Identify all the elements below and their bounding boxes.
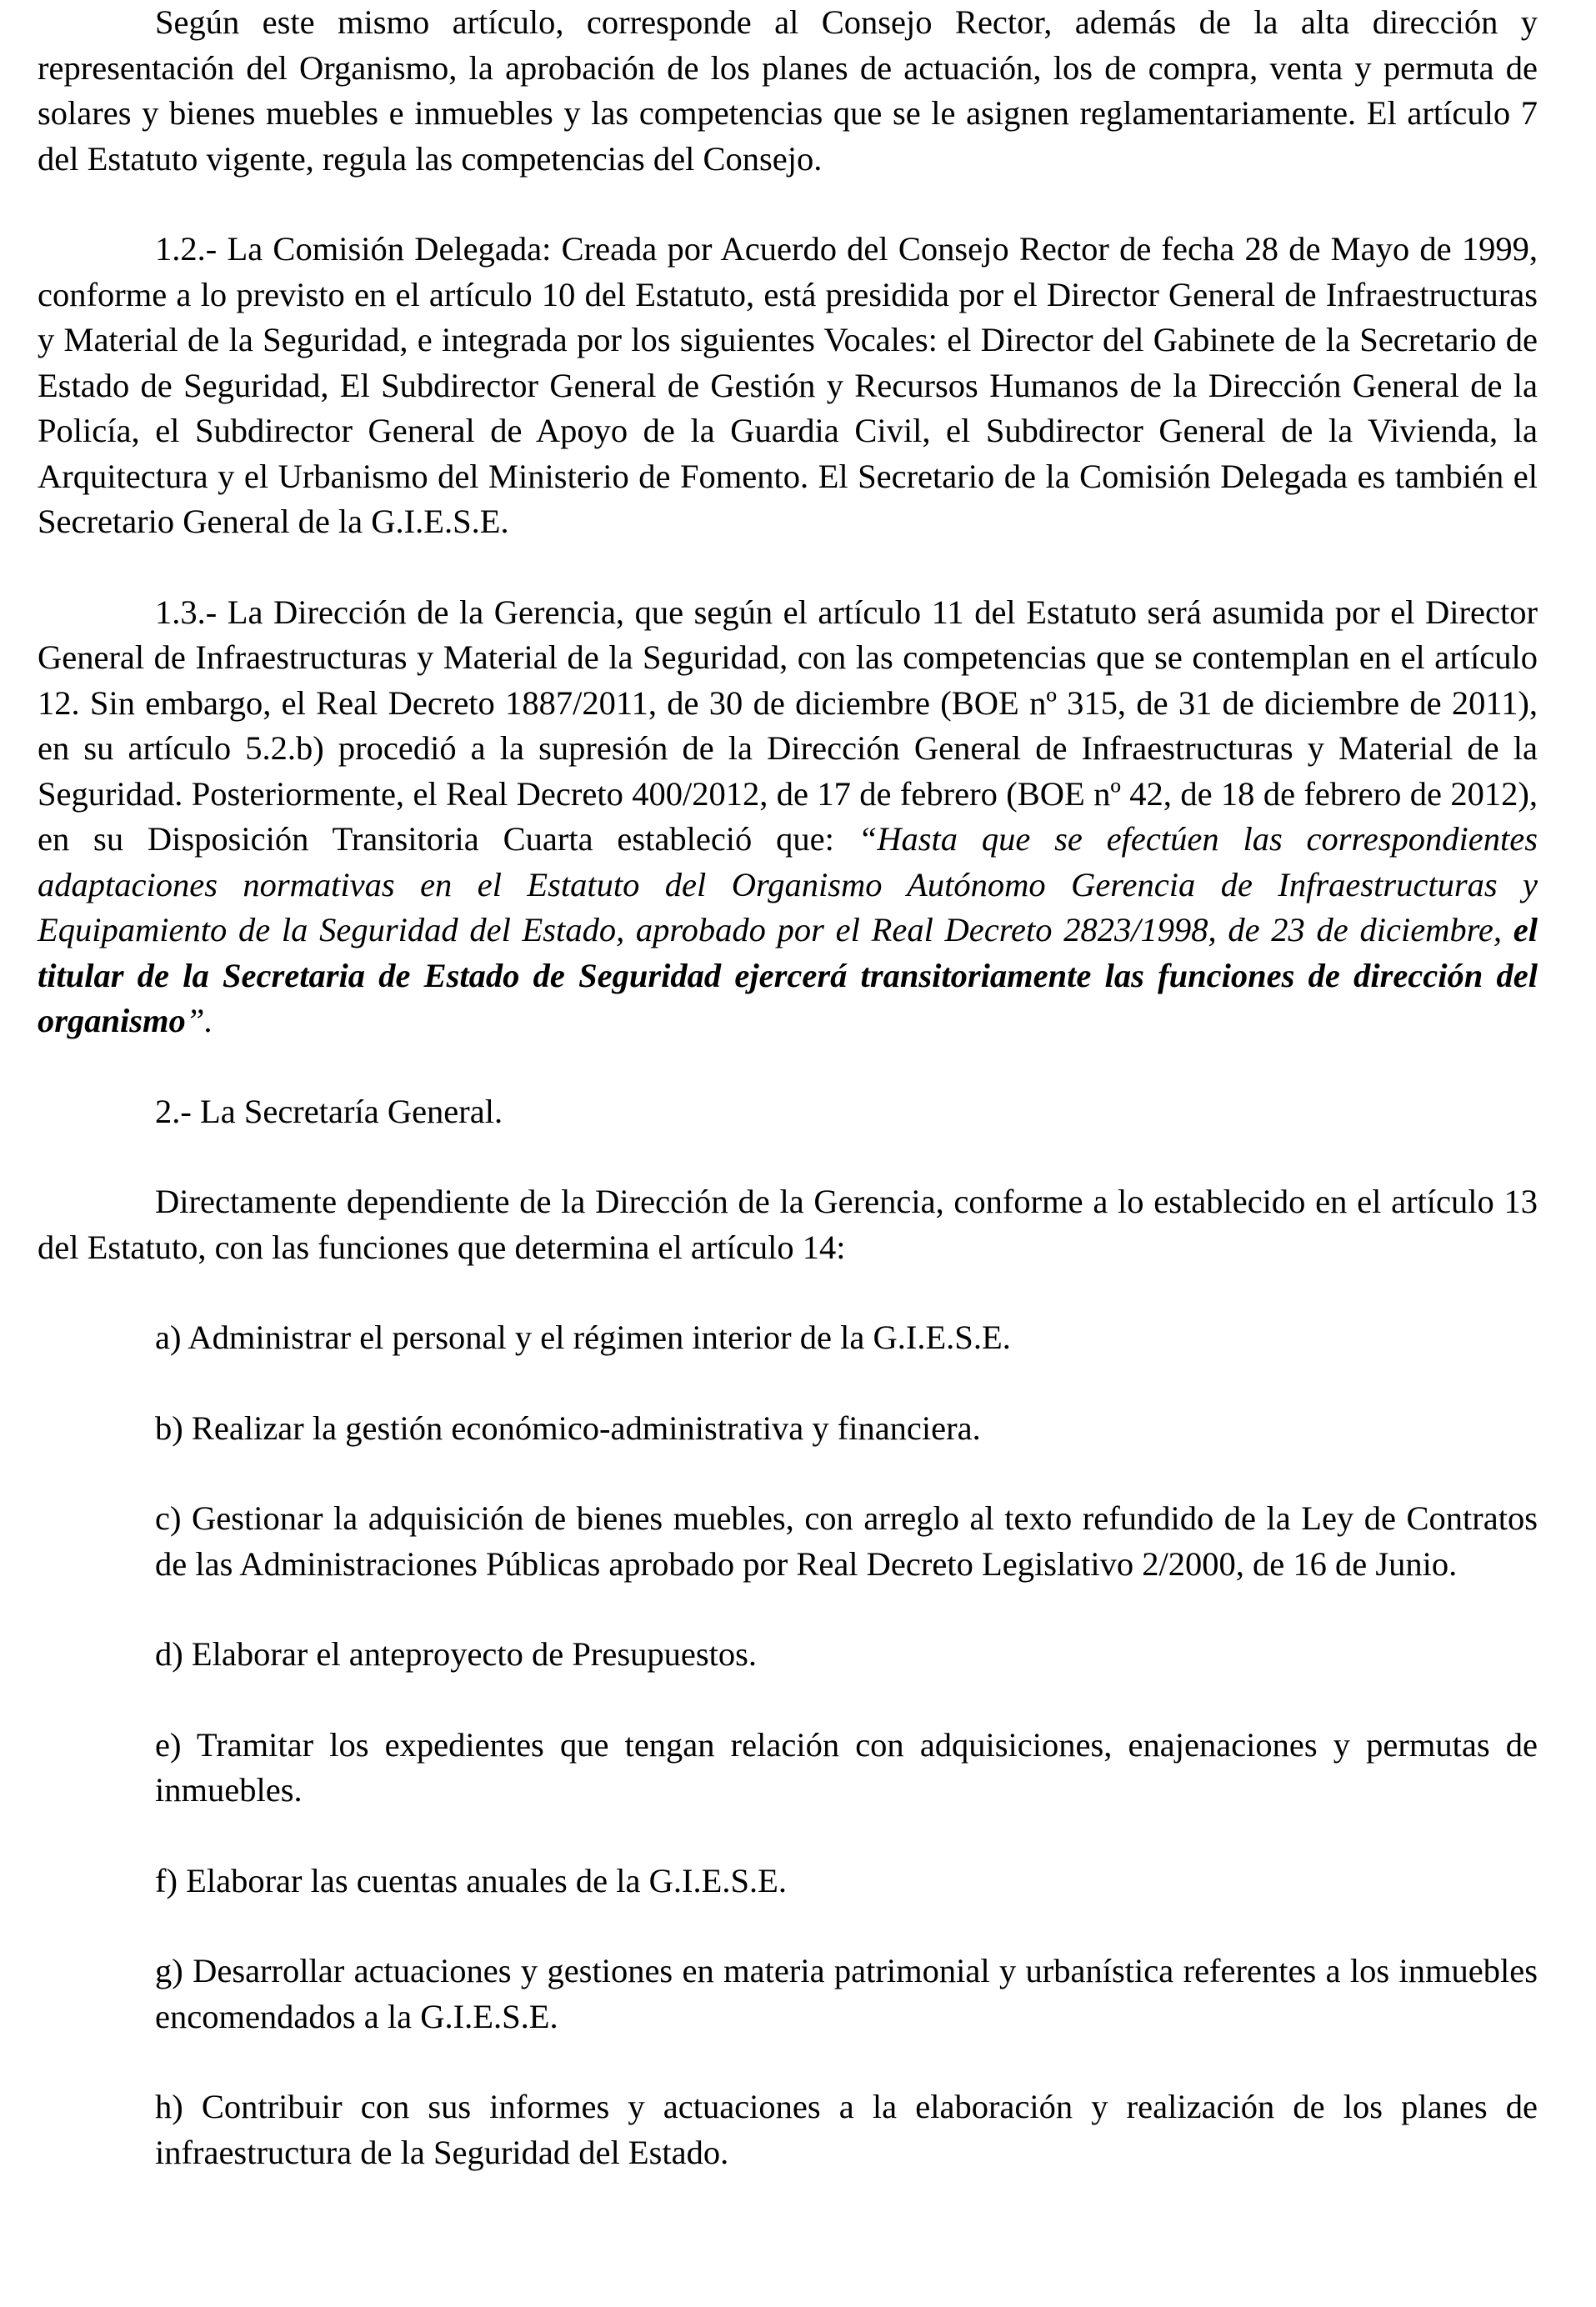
paragraph-direccion-gerencia-text: 1.3.- La Dirección de la Gerencia, que según el artículo 11 del Estatuto será asumida por el Director General de Infraestructuras y Material de la Seguridad, con las competencias que se contemplan en el artículo 12. Sin embargo, el Real Decreto 1887/2011, de 30 de diciembre (BOE nº 315, de 31 de diciembre de 2011), en su artículo 5.2.b) procedió a la supresión de la Dirección General de Infraestructuras y Material de la Seguridad. Posteriormente, el Real Decreto 400/2012, de 17 de febrero (BOE nº 42, de 18 de febrero de 2012), en su Disposición Transitoria Cuarta estableció que: bbox=[38, 593, 1538, 858]
paragraph-secretaria-general-intro: Directamente dependiente de la Dirección de la Gerencia, conforme a lo establecido en el artículo 13 del Estatuto, con las funciones que determina el artículo 14: bbox=[38, 1183, 1538, 1266]
quoted-provision-close: ”. bbox=[185, 1002, 213, 1039]
paragraph-direccion-gerencia bbox=[38, 590, 1538, 1044]
list-item-g: g) Desarrollar actuaciones y gestiones en materia patrimonial y urbanística referentes a los inmuebles encomendados a la G.I.E.S.E. bbox=[155, 1952, 1538, 2035]
list-item-h: h) Contribuir con sus informes y actuaciones a la elaboración y realización de los planes de infraestructura de la Seguridad del Estado. bbox=[155, 2088, 1538, 2171]
list-item-b: b) Realizar la gestión económico-administrativa y financiera. bbox=[155, 1409, 981, 1447]
list-item-c: c) Gestionar la adquisición de bienes muebles, con arreglo al texto refundido de la Ley de Contratos de las Administraciones Públicas aprobado por Real Decreto Legislativo 2/2000, de 16 de Junio. bbox=[155, 1499, 1538, 1583]
list-item-f: f) Elaborar las cuentas anuales de la G.I.E.S.E. bbox=[155, 1861, 787, 1899]
quoted-provision-emphasis: el titular de la Secretaria de Estado de Seguridad ejercerá transitoriamente las funciones de dirección del organismo bbox=[38, 911, 1538, 1039]
paragraph-comision-delegada: 1.2.- La Comisión Delegada: Creada por Acuerdo del Consejo Rector de fecha 28 de Mayo de 1999, conforme a lo previsto en el artículo 10 del Estatuto, está presidida por el Director General de Infraestructuras y Material de la Seguridad, e integrada por los siguientes Vocales: el Director del Gabinete de la Secretario de Estado de Seguridad, El Subdirector General de Gestión y Recursos Humanos de la Dirección General de la Policía, el Subdirector General de Apoyo de la Guardia Civil, el Subdirector General de la Vivienda, la Arquitectura y el Urbanismo del Ministerio de Fomento. El Secretario de la Comisión Delegada es también el Secretario General de la G.I.E.S.E. bbox=[38, 230, 1538, 540]
document-page bbox=[38, 0, 1538, 2175]
section-heading-secretaria-general: 2.- La Secretaría General. bbox=[155, 1092, 503, 1130]
list-item-a: a) Administrar el personal y el régimen interior de la G.I.E.S.E. bbox=[155, 1319, 1011, 1356]
list-item-d: d) Elaborar el anteproyecto de Presupuestos. bbox=[155, 1635, 757, 1673]
quoted-provision: “Hasta que se efectúen las correspondientes adaptaciones normativas en el Estatuto del Organismo Autónomo Gerencia de Infraestructuras y Equipamiento de la Seguridad del Estado, aprobado por el Real Decreto 2823/1998, de 23 de diciembre, bbox=[38, 820, 1538, 948]
paragraph-consejo-rector: Según este mismo artículo, corresponde al Consejo Rector, además de la alta dirección y representación del Organismo, la aprobación de los planes de actuación, los de compra, venta y permuta de solares y bienes muebles e inmuebles y las competencias que se le asignen reglamentariamente. El artículo 7 del Estatuto vigente, regula las competencias del Consejo. bbox=[38, 3, 1538, 178]
list-item-e: e) Tramitar los expedientes que tengan relación con adquisiciones, enajenaciones y permutas de inmuebles. bbox=[155, 1725, 1538, 1809]
